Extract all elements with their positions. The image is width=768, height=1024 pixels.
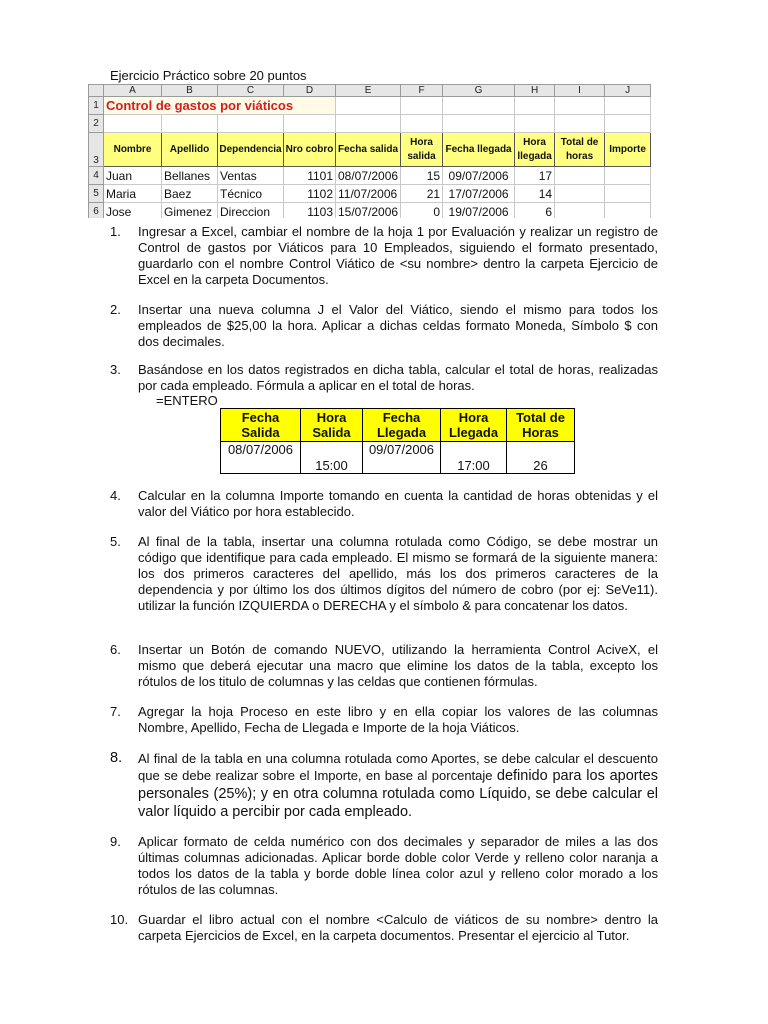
- column-header: D: [284, 85, 336, 97]
- document-title: Ejercicio Práctico sobre 20 puntos: [110, 68, 307, 83]
- instruction-number: 6.: [110, 642, 121, 657]
- cell: [555, 203, 605, 219]
- sheet-title: Control de gastos por viáticos: [104, 97, 336, 115]
- cell: [605, 203, 651, 219]
- example-cell: 08/07/2006: [221, 442, 301, 474]
- table-row: [89, 185, 651, 203]
- cell: Gimenez: [162, 203, 218, 219]
- instruction-number: 2.: [110, 302, 121, 317]
- instruction-text: Aplicar formato de celda numérico con dos decimales y separador de miles a las dos últimas columnas adicionadas. Aplicar borde doble color Verde y relleno color naranja a todos los datos de la tabla y borde doble línea color azul y relleno color morado a los rótulos de las columnas.: [138, 834, 658, 897]
- instruction-number: 4.: [110, 488, 121, 503]
- cell: [555, 167, 605, 185]
- cell: 19/07/2006: [443, 203, 515, 219]
- instruction-number: 9.: [110, 834, 121, 849]
- cell: 09/07/2006: [443, 167, 515, 185]
- cell: 08/07/2006: [336, 167, 401, 185]
- header-hora-salida: Hora salida: [401, 133, 443, 167]
- corner-cell: [89, 85, 104, 97]
- excel-grid: [88, 84, 651, 218]
- example-header: Hora Salida: [301, 409, 363, 442]
- row-header: 2: [89, 115, 104, 133]
- cell: 6: [515, 203, 555, 219]
- instruction-number: 10.: [110, 912, 129, 927]
- column-header: E: [336, 85, 401, 97]
- formula-text: =ENTERO: [156, 393, 218, 408]
- instruction-text-part: definido para los aportes personales (25%); y en otra columna rotulada como Líquido, se debe calcular el valor líquido a percibir por cada empleado.: [138, 768, 658, 820]
- instruction-text: Basándose en los datos registrados en dicha tabla, calcular el total de horas, realizadas por cada empleado. Fórmula a aplicar en el total de horas.: [138, 362, 658, 393]
- header-importe: Importe: [605, 133, 651, 167]
- row-header: 3: [89, 133, 104, 167]
- example-cell: 09/07/2006: [363, 442, 441, 474]
- instruction-number: 7.: [110, 704, 121, 719]
- example-header: Total de Horas: [507, 409, 575, 442]
- table-row: [89, 203, 651, 219]
- cell: [555, 185, 605, 203]
- example-header: Fecha Salida: [221, 409, 301, 442]
- instruction-text: Insertar una nueva columna J el Valor del Viático, siendo el mismo para todos los empleados de $25,00 la hora. Aplicar a dichas celdas formato Moneda, Símbolo $ con dos decimales.: [138, 302, 658, 349]
- instruction-text-part: Al final de la tabla en una columna rotulada como Aportes, se debe calcular el descuento que se debe realizar sobre el Importe, en base al porcentaje: [138, 751, 658, 783]
- header-nro-cobro: Nro cobro: [284, 133, 336, 167]
- row-header: 1: [89, 97, 104, 115]
- instruction-text: Calcular en la columna Importe tomando en cuenta la cantidad de horas obtenidas y el valor del Viático por hora establecido.: [138, 488, 658, 519]
- instruction-number: 8.: [110, 750, 123, 766]
- column-header: A: [104, 85, 162, 97]
- cell: 17: [515, 167, 555, 185]
- cell: 21: [401, 185, 443, 203]
- cell: 14: [515, 185, 555, 203]
- header-nombre: Nombre: [104, 133, 162, 167]
- cell: Bellanes: [162, 167, 218, 185]
- column-header: J: [605, 85, 651, 97]
- cell: 1102: [284, 185, 336, 203]
- column-header: H: [515, 85, 555, 97]
- cell: Ventas: [218, 167, 284, 185]
- cell: 17/07/2006: [443, 185, 515, 203]
- row-header: 4: [89, 167, 104, 185]
- instruction-text: Al final de la tabla, insertar una columna rotulada como Código, se debe mostrar un código que identifique para cada empleado. El mismo se formará de la siguiente manera: los dos primeros caracteres del apellido, más los dos primeros caracteres de la dependencia y por último los dos últimos dígitos del número de cobro (por ej: SeVe11). utilizar la función IZQUIERDA o DERECHA y el símbolo & para concatenar los datos.: [138, 534, 658, 613]
- instruction-number: 5.: [110, 534, 121, 549]
- example-cell: 17:00: [441, 442, 507, 474]
- instruction-text: Agregar la hoja Proceso en este libro y en ella copiar los valores de las columnas Nombre, Apellido, Fecha de Llegada e Importe de la hoja Viáticos.: [138, 704, 658, 735]
- cell: Jose: [104, 203, 162, 219]
- instruction-number: 1.: [110, 224, 121, 239]
- header-dependencia: Dependencia: [218, 133, 284, 167]
- example-header: Hora Llegada: [441, 409, 507, 442]
- header-hora-llegada: Hora llegada: [515, 133, 555, 167]
- cell: Baez: [162, 185, 218, 203]
- instruction-text: Guardar el libro actual con el nombre <Calculo de viáticos de su nombre> dentro la carpeta Ejercicios de Excel, en la carpeta documentos. Presentar el ejercicio al Tutor.: [138, 912, 658, 943]
- cell: Técnico: [218, 185, 284, 203]
- cell: [605, 167, 651, 185]
- row-header: 5: [89, 185, 104, 203]
- column-header: C: [218, 85, 284, 97]
- cell: 11/07/2006: [336, 185, 401, 203]
- cell: Direccion: [218, 203, 284, 219]
- cell: 15/07/2006: [336, 203, 401, 219]
- header-total-horas: Total de horas: [555, 133, 605, 167]
- header-apellido: Apellido: [162, 133, 218, 167]
- column-header: F: [401, 85, 443, 97]
- column-header: B: [162, 85, 218, 97]
- example-header: Fecha Llegada: [363, 409, 441, 442]
- table-row: [89, 167, 651, 185]
- cell: 0: [401, 203, 443, 219]
- cell: 1101: [284, 167, 336, 185]
- header-fecha-salida: Fecha salida: [336, 133, 401, 167]
- cell: [605, 185, 651, 203]
- example-cell: 15:00: [301, 442, 363, 474]
- cell: Juan: [104, 167, 162, 185]
- cell: 15: [401, 167, 443, 185]
- cell: 1103: [284, 203, 336, 219]
- example-cell: 26: [507, 442, 575, 474]
- column-header: G: [443, 85, 515, 97]
- instruction-number: 3.: [110, 362, 121, 377]
- row-header: 6: [89, 203, 104, 219]
- header-fecha-llegada: Fecha llegada: [443, 133, 515, 167]
- cell: Maria: [104, 185, 162, 203]
- instruction-text: Ingresar a Excel, cambiar el nombre de la hoja 1 por Evaluación y realizar un registro de Control de gastos por Viáticos para 10 Empleados, siguiendo el formato presentado, guardarlo con el nombre Control Viático de <su nombre> dentro la carpeta Ejercicio de Excel en la carpeta Documentos.: [138, 224, 658, 287]
- column-header: I: [555, 85, 605, 97]
- instruction-text: [138, 750, 658, 821]
- excel-screenshot: [88, 84, 660, 218]
- example-table: [220, 408, 575, 474]
- instruction-text: Insertar un Botón de comando NUEVO, utilizando la herramienta Control AciveX, el mismo que deberá ejecutar una macro que elimine los datos de la tabla, excepto los rótulos de los titulo de columnas y las celdas que contienen fórmulas.: [138, 642, 658, 689]
